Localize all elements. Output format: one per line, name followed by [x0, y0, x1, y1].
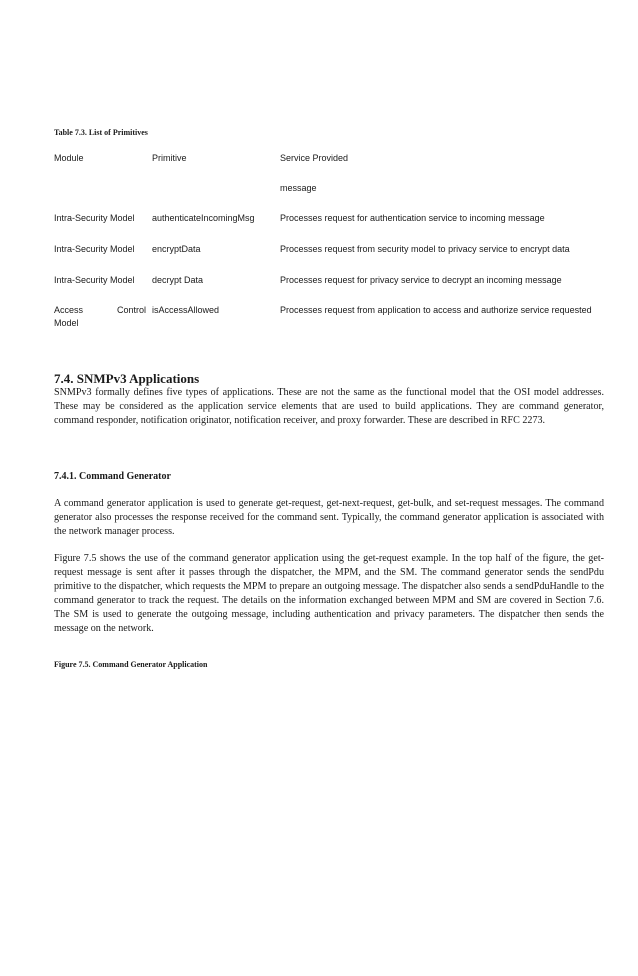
row-service: Processes request from security model to privacy service to encrypt data	[280, 244, 570, 254]
continuation-service: message	[280, 183, 317, 193]
section-title: 7.4. SNMPv3 Applications	[54, 371, 200, 386]
row-module: Intra-Security Model	[54, 244, 135, 254]
section-paragraph: SNMPv3 formally defines five types of applications. These are not the same as the functional model that the OSI model addresses. These may be considered as the application service elements that are used to build applications. They are command generator, command responder, notification originator, notification receiver, and proxy forwarder. These are described in RFC 2273.	[54, 387, 604, 426]
row-module: Intra-Security Model	[54, 275, 135, 285]
row-primitive: isAccessAllowed	[152, 305, 220, 315]
row-module-word: Control	[116, 305, 146, 315]
row-service: Processes request for privacy service to decrypt an incoming message	[280, 275, 562, 285]
row-module-line2: Model	[54, 318, 79, 328]
table-caption: Table 7.3. List of Primitives	[54, 128, 148, 137]
row-module-line1	[54, 304, 146, 317]
row-service: Processes request from application to access and authorize service requested	[280, 305, 592, 315]
figure-caption: Figure 7.5. Command Generator Application	[54, 660, 208, 669]
row-service: Processes request for authentication service to incoming message	[280, 213, 545, 223]
row-module-word: Access	[54, 305, 84, 315]
row-primitive: decrypt Data	[152, 275, 204, 285]
header-service: Service Provided	[280, 153, 349, 163]
row-module	[54, 304, 146, 330]
row-primitive: encryptData	[152, 244, 201, 254]
row-primitive: authenticateIncomingMsg	[152, 213, 255, 223]
subsection-title: 7.4.1. Command Generator	[54, 471, 171, 482]
row-module: Intra-Security Model	[54, 213, 135, 223]
header-module: Module	[54, 153, 84, 163]
subsection-paragraph-1: A command generator application is used to generate get-request, get-next-request, get-bulk, and set-request messages. The command generator also processes the response received for the command sent. Typically, the command generator application is associated with the network manager process.	[54, 498, 604, 537]
subsection-paragraph-2: Figure 7.5 shows the use of the command generator application using the get-request example. In the top half of the figure, the get-request message is sent after it passes through the dispatcher, the MPM, and the SM. The command generator sends the sendPdu primitive to the dispatcher, which requests the MPM to prepare an outgoing message. The dispatcher also sends a sendPduHandle to the command generator to track the request. The details on the information exchanged between MPM and SM are covered in Section 7.6. The SM is used to generate the outgoing message, including authentication and privacy parameters. The dispatcher then sends the message on the network.	[54, 553, 604, 634]
header-primitive: Primitive	[152, 153, 187, 163]
